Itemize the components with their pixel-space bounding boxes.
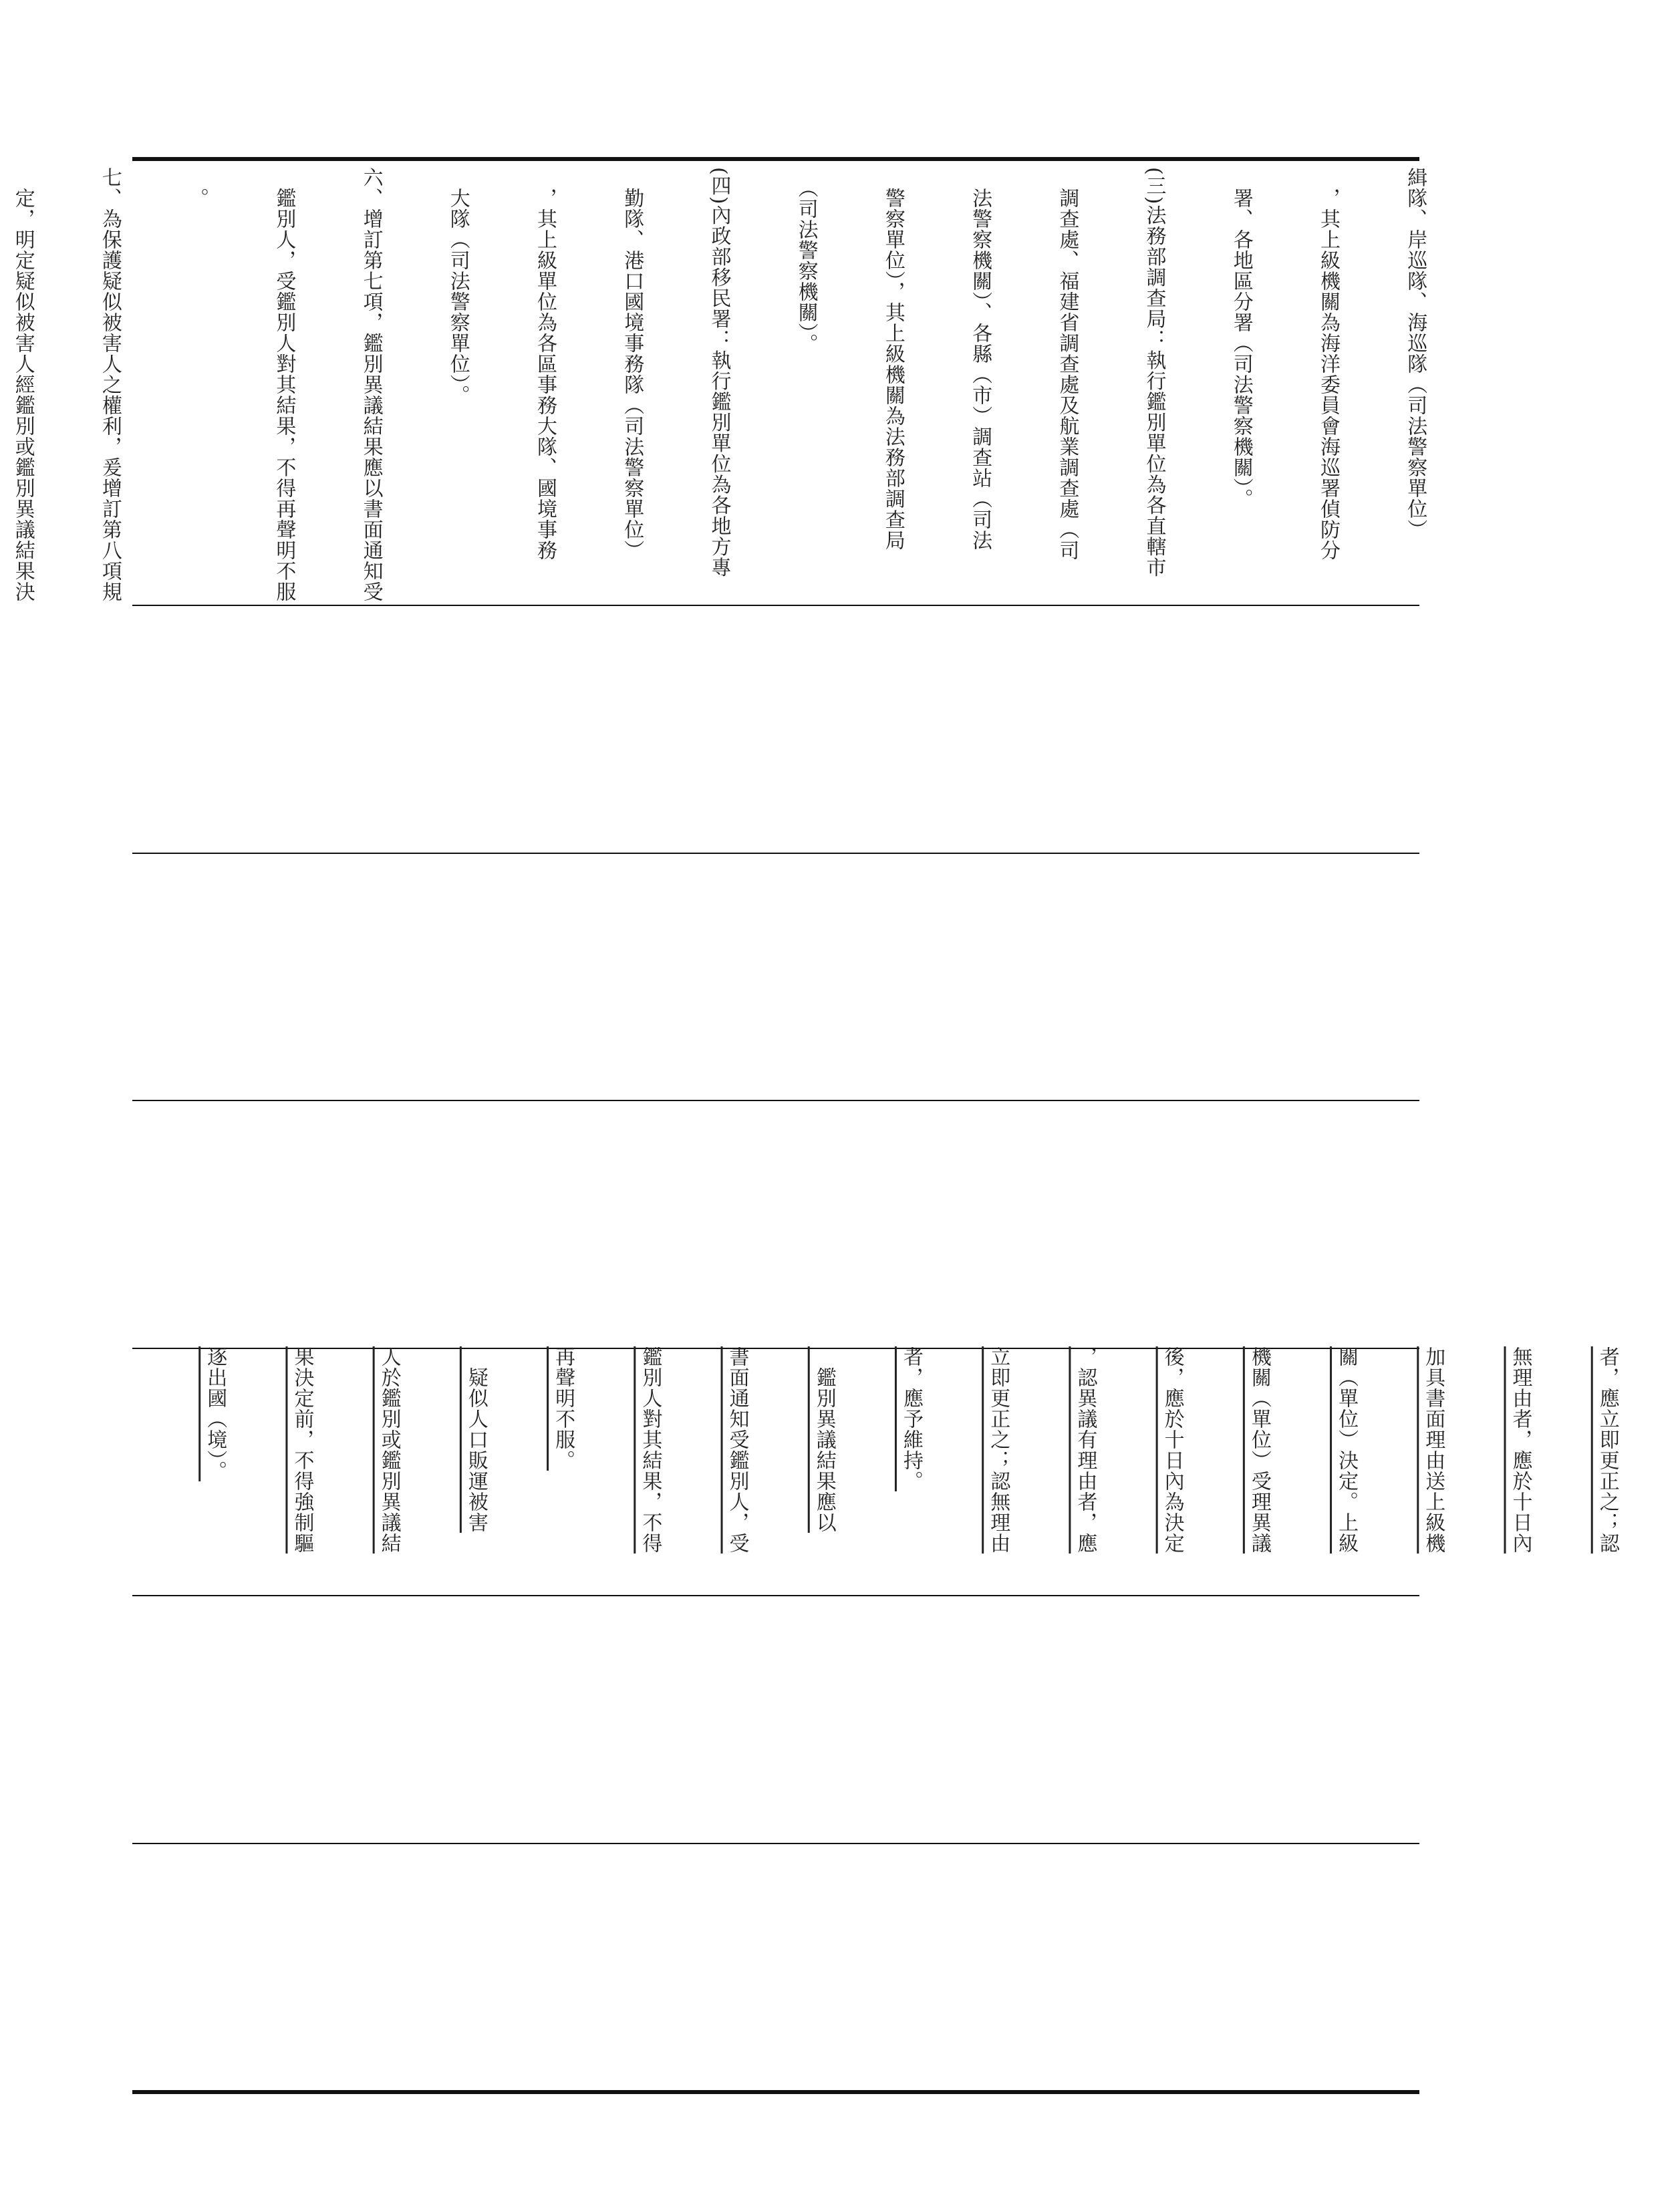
amended-line: 再聲明不服。 <box>551 1346 575 1471</box>
amended-line: 立即更正之；認無理由 <box>986 1346 1010 1554</box>
amended-line: 關（單位）決定。上級 <box>1335 1346 1359 1554</box>
table-bottom-rule <box>132 2090 1419 2094</box>
amended-line: 鑑別異議結果應以 <box>812 1346 836 1533</box>
text-line: (三)法務部調查局：執行鑑別單位為各直轄市 <box>1142 167 1166 578</box>
amended-line: 加具書面理由送上級機 <box>1421 1346 1445 1554</box>
amended-line: 疑似人口販運被害 <box>464 1346 488 1533</box>
table-top-rule <box>132 157 1419 161</box>
amended-line: 鑑別人對其結果，不得 <box>638 1346 662 1554</box>
text-line: 署、各地區分署（司法警察機關）。 <box>1229 167 1253 509</box>
text-line: ，其上級機關為海洋委員會海巡署偵防分 <box>1316 167 1340 561</box>
text-line: 七、為保護疑似被害人之權利，爰增訂第八項規 <box>98 167 122 602</box>
text-line: (四)內政部移民署：執行鑑別單位為各地方專 <box>707 167 731 578</box>
amended-line: 人於鑑別或鑑別異議結 <box>377 1346 401 1554</box>
explanation-cell <box>0 167 1488 602</box>
amended-line: ，認異議有理由者，應 <box>1073 1346 1097 1554</box>
amended-line: 逐出國（境）。 <box>203 1346 227 1481</box>
amended-line: 無理由者，應於十日內 <box>1508 1346 1532 1554</box>
amended-line: 者，應予維持。 <box>899 1346 923 1491</box>
text-line: （司法警察機關）。 <box>794 167 818 354</box>
row-divider <box>132 605 1419 606</box>
text-line: ，其上級單位為各區事務大隊、國境事務 <box>533 167 557 561</box>
text-line: 警察單位），其上級機關為法務部調查局 <box>881 167 905 551</box>
amended-line: 機關（單位）受理異議 <box>1247 1346 1271 1554</box>
text-line: 鑑別人，受鑑別人對其結果，不得再聲明不服 <box>272 167 296 602</box>
amended-line: 書面通知受鑑別人，受 <box>725 1346 749 1554</box>
text-line: 大隊（司法警察單位）。 <box>446 167 470 406</box>
amended-line: 者，應立即更正之；認 <box>1595 1346 1619 1554</box>
text-line: 。 <box>185 167 209 208</box>
row-divider <box>132 1100 1419 1101</box>
row-divider <box>132 1843 1419 1844</box>
amended-line: 果決定前，不得強制驅 <box>290 1346 314 1554</box>
amended-line: 後，應於十日內為決定 <box>1160 1346 1184 1554</box>
text-line: 定，明定疑似被害人經鑑別或鑑別異議結果決 <box>11 167 35 602</box>
text-line: 法警察機關）、各縣（市）調查站（司法 <box>968 167 992 551</box>
text-line: 緝隊、岸巡隊、海巡隊（司法警察單位） <box>1403 167 1427 540</box>
row-divider <box>132 853 1419 854</box>
text-line: 六、增訂第七項，鑑別異議結果應以書面通知受 <box>359 167 383 602</box>
text-line: 勤隊、港口國境事務隊（司法警察單位） <box>620 167 644 561</box>
amendment-text-cell <box>142 1346 1680 1600</box>
text-line: 調查處、福建省調查處及航業調查處（司 <box>1055 167 1079 561</box>
